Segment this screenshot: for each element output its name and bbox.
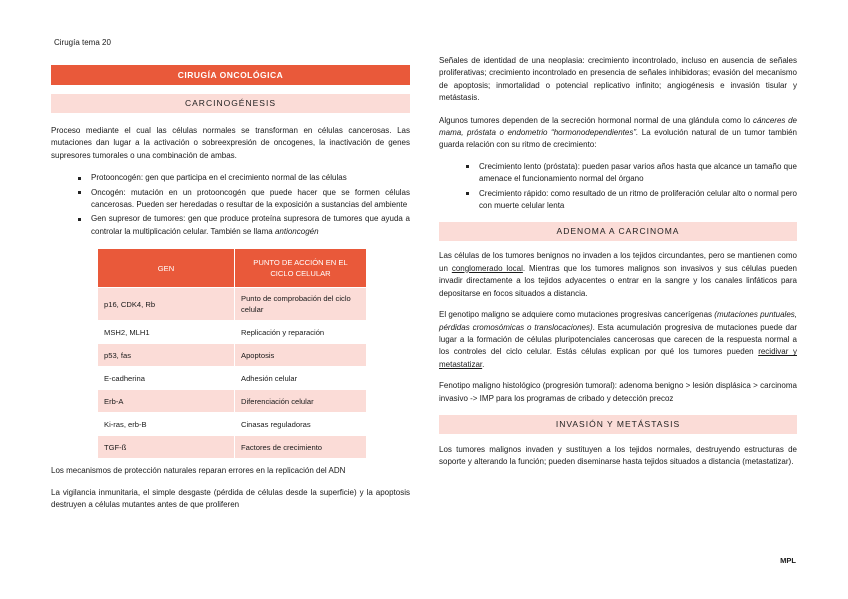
- table-header-gene: GEN: [98, 249, 235, 288]
- list-item: [91, 213, 410, 238]
- table-cell: Diferenciación celular: [235, 390, 367, 413]
- table-cell: Factores de crecimiento: [235, 436, 367, 459]
- benign-underline: conglomerado local: [451, 263, 523, 273]
- list-item: Crecimiento rápido: como resultado de un ritmo de proliferación celular alto o normal pero con muerte celular lenta: [479, 188, 797, 213]
- list-item: Protooncogén: gen que participa en el crecimiento normal de las células: [91, 172, 410, 184]
- list-item-text: Gen supresor de tumores: gen que produce proteína supresora de tumores que ayuda a controlar la multiplicación celular. También se llama: [91, 214, 410, 236]
- table-cell: Adhesión celular: [235, 367, 367, 390]
- mechanisms-paragraph: Los mecanismos de protección naturales reparan errores en la replicación del ADN: [51, 466, 346, 476]
- identity-paragraph: Señales de identidad de una neoplasia: crecimiento incontrolado, incluso en ausencia de señales proliferativas; crecimiento incontrolado en presencia de señales inhibidoras; evasión del mecanismo de apoptosis; inmortalidad o potencial replicativo infinito; angiogénesis e invasión tisular y metástasis.: [439, 56, 797, 103]
- intro-paragraph: Proceso mediante el cual las células normales se transforman en células cancerosas. Las mutaciones dan lugar a la activación o sobreexpresión de oncogenes, la inactivación de genes supresores tumorales o una combinación de ambas.: [51, 126, 410, 160]
- table-cell: p53, fas: [98, 344, 235, 367]
- table-cell: E-cadherina: [98, 367, 235, 390]
- table-row: [98, 344, 367, 367]
- table-cell: MSH2, MLH1: [98, 321, 235, 344]
- table-row: [98, 436, 367, 459]
- benign-text-b: . Mientras que los tumores malignos son invasivos y sus células pueden invadir directamente a los tejidos adyacentes o entrar en la sangre y los canales linfáticos para depositarse en focos situados a distancia.: [439, 263, 798, 298]
- table-row: [98, 413, 367, 436]
- phenotype-paragraph: Fenotipo maligno histológico (progresión tumoral): adenoma benigno > lesión displásica > carcinoma invasivo -> IMP para los programas de cribado y detección precoz: [439, 381, 797, 403]
- table-cell: Replicación y reparación: [235, 321, 367, 344]
- invasion-paragraph: Los tumores malignos invaden y sustituyen a los tejidos normales, destruyendo estructuras de soporte y alterando la función; pueden diseminarse hasta tejidos situados a distancia (metastatizar).: [439, 444, 797, 467]
- footer-initials: MPL: [780, 556, 796, 565]
- table-cell: TGF-ß: [98, 436, 235, 459]
- main-title-banner: CIRUGÍA ONCOLÓGICA: [51, 65, 410, 85]
- genotype-text-b: . Esta acumulación progresiva de mutaciones puede dar lugar a la formación de células pluripotenciales cancerosas que carecen de la respuesta normal a los controles del ciclo celular. Estás células explican por qué los tumores pueden: [439, 322, 798, 357]
- table-row: [98, 321, 367, 344]
- list-item: Oncogén: mutación en un protooncogén que puede hacer que se formen células cancerosas. Pueden ser heredadas o resultar de la exposición a sustancias del ambiente: [91, 187, 410, 212]
- list-item-italic: antioncogén: [274, 226, 319, 236]
- table-row: [98, 288, 367, 321]
- hormone-paragraph: [439, 115, 797, 152]
- hormone-text-a: Algunos tumores dependen de la secreción hormonal normal de una glándula como lo: [439, 115, 751, 125]
- table-cell: Apoptosis: [235, 344, 367, 367]
- table-row: [98, 390, 367, 413]
- benign-paragraph: [439, 250, 797, 300]
- adenoma-banner: ADENOMA A CARCINOMA: [439, 222, 797, 241]
- genotype-text-c: .: [482, 359, 485, 369]
- carcinogenesis-banner: CARCINOGÉNESIS: [51, 94, 410, 113]
- page-header: Cirugía tema 20: [54, 38, 111, 47]
- left-column: [51, 55, 410, 511]
- gene-table: [97, 248, 367, 459]
- table-cell: Punto de comprobación del ciclo celular: [235, 288, 367, 321]
- gene-definitions-list: [51, 172, 410, 238]
- hormone-text-b: La evolución natural de un tumor también guarda relación con su ritmo de crecimiento:: [439, 128, 798, 150]
- genotype-italic: (mutaciones puntuales, pérdidas cromosómicas o translocaciones): [439, 310, 797, 332]
- genotype-paragraph: [439, 309, 797, 371]
- hormone-italic: cánceres de mama, próstata o endometrio “hormonodependientes”.: [439, 115, 797, 138]
- right-column: [439, 55, 797, 469]
- list-item: Crecimiento lento (próstata): pueden pasar varios años hasta que alcance un tamaño que amenace el funcionamiento normal del órgano: [479, 161, 797, 186]
- table-header-action: PUNTO DE ACCIÓN EN EL CICLO CELULAR: [235, 249, 367, 288]
- genotype-text-a: El genotipo maligno se adquiere como mutaciones progresivas cancerígenas: [439, 310, 713, 320]
- table-cell: p16, CDK4, Rb: [98, 288, 235, 321]
- table-row: [98, 367, 367, 390]
- table-cell: Erb-A: [98, 390, 235, 413]
- genotype-underline: recidivar y metastatizar: [439, 347, 797, 369]
- benign-text-a: Las células de los tumores benignos no invaden a los tejidos circundantes, pero se mantienen como un: [439, 251, 797, 273]
- table-cell: Ki-ras, erb-B: [98, 413, 235, 436]
- invasion-banner: INVASIÓN Y METÁSTASIS: [439, 415, 797, 434]
- vigilance-paragraph: La vigilancia inmunitaria, el simple desgaste (pérdida de células desde la superficie) y la apoptosis destruyen a células mutantes antes de que proliferen: [51, 487, 410, 510]
- growth-list: [439, 161, 797, 213]
- table-cell: Cinasas reguladoras: [235, 413, 367, 436]
